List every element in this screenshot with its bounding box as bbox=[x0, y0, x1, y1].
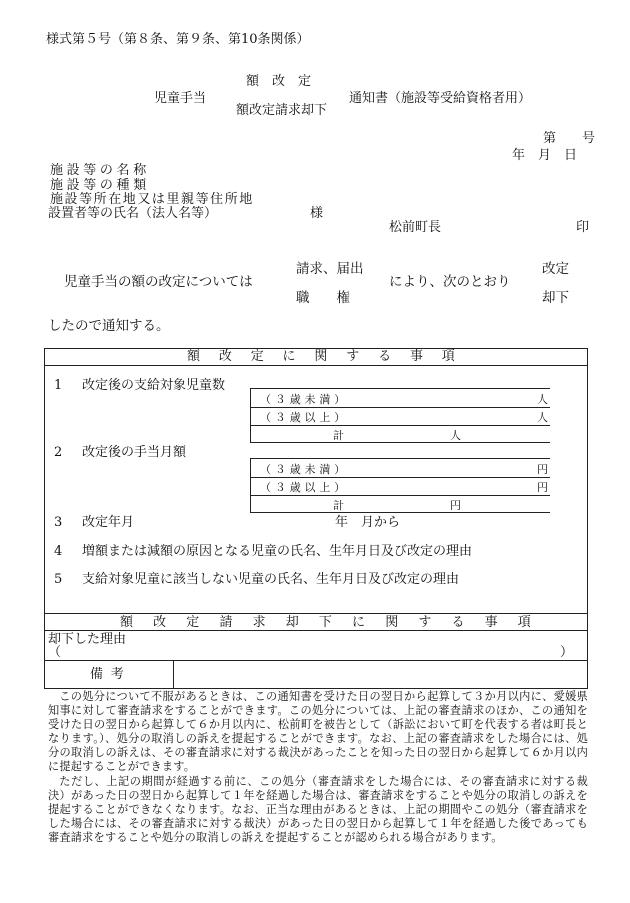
title-option-amount-revision: 額 改 定 bbox=[246, 74, 312, 89]
item1-label: 改定後の支給対象児童数 bbox=[82, 378, 226, 393]
item2-label: 改定後の手当月額 bbox=[82, 445, 187, 460]
item3-value: 年 月から bbox=[335, 515, 401, 530]
item1-row-under3-label: （３歳未満） bbox=[260, 393, 350, 406]
appeal-notice bbox=[48, 690, 588, 845]
item1-row-over3-label: （３歳以上） bbox=[260, 411, 350, 424]
item2-row-under3-unit: 円 bbox=[537, 463, 548, 476]
intro-option-ex-officio: 職 権 bbox=[296, 290, 350, 306]
appeal-notice-paragraph-1: この処分について不服があるときは、この通知書を受けた日の翌日から起算して３か月以内に、愛媛県知事に対して審査請求をすることができます。この処分については、上記の審査請求のほか、この通知を受けた日の翌日から起算して６か月以内に、松前町を被告として（訴訟において町を代表する者は町長となります。）、処分の取消しの訴えを提起することができます。なお、上記の審査請求をした場合には、処分の取消しの訴えは、その審査請求に対する裁決があったことを知った日の翌日から起算して６か月以内に提起することができます。 bbox=[48, 690, 588, 774]
title-suffix: 通知書（施設等受給資格者用） bbox=[349, 91, 532, 106]
rejection-reason-open-paren: （ bbox=[48, 645, 62, 660]
rejection-reason-label: 却下した理由 bbox=[48, 632, 127, 647]
item1-number: 1 bbox=[54, 378, 63, 393]
intro-option-request: 請求、届出 bbox=[296, 261, 364, 277]
form-number: 様式第５号（第８条、第９条、第10条関係） bbox=[46, 32, 310, 47]
facility-address-label: 施設等所在地又は里親等住所地 bbox=[50, 192, 254, 207]
document-number: 第 号 bbox=[543, 131, 596, 146]
rejection-reason-close-paren: ） bbox=[560, 645, 574, 660]
item1-total-label: 計 bbox=[333, 429, 344, 442]
honorific: 様 bbox=[310, 206, 324, 221]
remarks-label: 備考 bbox=[90, 667, 132, 682]
title-option-revision-rejection: 額改定請求却下 bbox=[236, 103, 328, 118]
item2-row-under3-label: （３歳未満） bbox=[260, 463, 350, 476]
section1-header: 額改定に関する事項 bbox=[187, 349, 474, 364]
item3-number: 3 bbox=[54, 515, 63, 530]
facility-name-label: 施設等の名称 bbox=[50, 163, 150, 178]
intro-closing: したので通知する。 bbox=[48, 318, 170, 334]
document-date: 年 月 日 bbox=[512, 148, 578, 163]
item4-label: 増額または減額の原因となる児童の氏名、生年月日及び改定の理由 bbox=[82, 544, 473, 559]
intro-middle: により、次のとおり bbox=[389, 274, 511, 290]
intro-lead: 児童手当の額の改定については bbox=[64, 274, 253, 290]
item2-total-label: 計 bbox=[333, 499, 344, 512]
founder-name-label: 設置者等の氏名（法人名等） bbox=[48, 206, 218, 221]
item2-row-over3-unit: 円 bbox=[537, 481, 548, 494]
item5-number: 5 bbox=[54, 572, 63, 587]
item3-label: 改定年月 bbox=[82, 515, 135, 530]
item1-row-under3-unit: 人 bbox=[537, 393, 548, 406]
item1-total-unit: 人 bbox=[450, 429, 461, 442]
facility-type-label: 施設等の種類 bbox=[50, 178, 150, 193]
seal-mark: 印 bbox=[576, 220, 590, 235]
intro-option-revised: 改定 bbox=[542, 261, 569, 277]
section2-header: 額改定請求却下に関する事項 bbox=[120, 615, 551, 630]
intro-option-rejected: 却下 bbox=[542, 290, 569, 306]
item5-label: 支給対象児童に該当しない児童の氏名、生年月日及び改定の理由 bbox=[82, 572, 460, 587]
item2-row-over3-label: （３歳以上） bbox=[260, 481, 350, 494]
item1-row-over3-unit: 人 bbox=[537, 411, 548, 424]
appeal-notice-paragraph-2: ただし、上記の期間が経過する前に、この処分（審査請求をした場合には、その審査請求に対する裁決）があった日の翌日から起算して１年を経過した場合は、審査請求をすることや処分の取消しの訴えを提起することができなくなります。なお、正当な理由があるときは、上記の期間やこの処分（審査請求をした場合には、その審査請求に対する裁決）があった日の翌日から起算して１年を経過した後であっても審査請求をすることや処分の取消しの訴えを提起することが認められる場合があります。 bbox=[48, 774, 588, 844]
item4-number: 4 bbox=[54, 544, 63, 559]
issuer-name: 松前町長 bbox=[389, 220, 442, 235]
title-prefix: 児童手当 bbox=[154, 91, 207, 106]
item2-total-unit: 円 bbox=[450, 499, 461, 512]
item2-number: 2 bbox=[54, 445, 63, 460]
